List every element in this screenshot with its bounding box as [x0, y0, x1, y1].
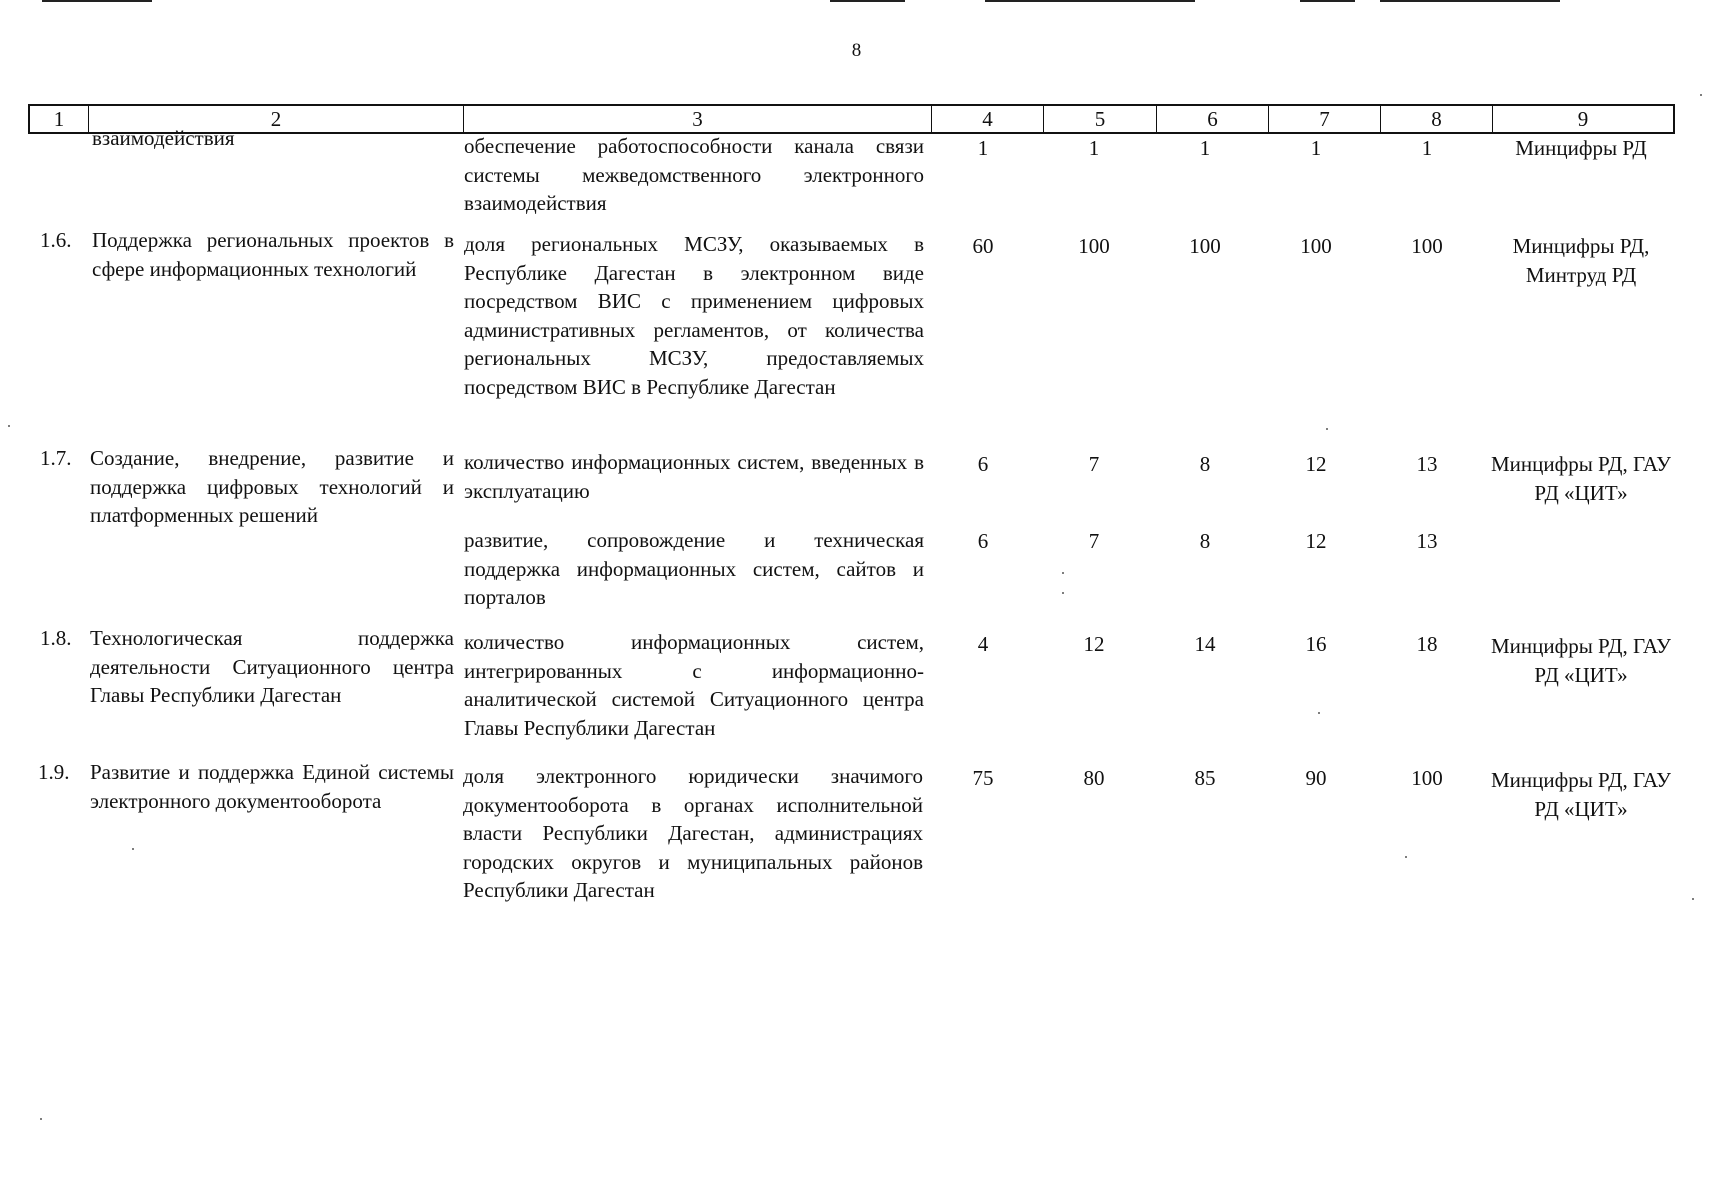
value-cell: 100 [1189, 234, 1221, 258]
indicator-text: обеспечение работоспособности канала связи системы межведомственного электронного взаимодействия [464, 134, 924, 215]
row-number: 1.9. [38, 760, 70, 784]
executor-cell: Минцифры РД, Минтруд РД [1512, 234, 1650, 287]
value-cell: 13 [1416, 452, 1438, 476]
measure-name: Создание, внедрение, развитие и поддержка цифровых технологий и платформенных решений [90, 446, 454, 527]
value-cell: 6 [977, 452, 989, 476]
scan-top-rule [985, 0, 1195, 2]
indicator-text: развитие, сопровождение и техническая поддержка информационных систем, сайтов и порталов [464, 528, 924, 609]
header-col-7: 7 [1269, 106, 1381, 132]
executor-cell: Минцифры РД [1515, 136, 1647, 160]
value-cell: 12 [1083, 632, 1105, 656]
scan-speck [1062, 592, 1064, 594]
executor-cell: Минцифры РД, ГАУ РД «ЦИТ» [1490, 768, 1672, 821]
value-cell: 13 [1416, 529, 1438, 553]
page-number: 8 [851, 40, 862, 61]
value-cell: 8 [1199, 452, 1211, 476]
value-cell: 100 [1300, 234, 1332, 258]
header-col-9: 9 [1577, 107, 1589, 131]
scan-top-rule [42, 0, 152, 2]
header-col-8: 8 [1381, 106, 1493, 132]
value-cell: 100 [1411, 234, 1443, 258]
scan-top-rule [1380, 0, 1560, 2]
header-col-6: 6 [1157, 106, 1269, 132]
scan-speck [1326, 428, 1328, 430]
scan-speck [132, 848, 134, 850]
scan-speck [1405, 856, 1407, 858]
header-col-2: 2 [89, 106, 464, 132]
indicator-text: количество информационных систем, интегрированных с информационно-аналитической системой Ситуационного центра Главы Республики Дагестан [464, 630, 924, 740]
value-cell: 8 [1199, 529, 1211, 553]
indicator-text: доля региональных МСЗУ, оказываемых в Республике Дагестан в электронном виде посредством ВИС с применением цифровых административных регламентов, от количества региональных МСЗУ, предоставляемых посредством ВИС в Республике Дагестан [464, 232, 924, 399]
scan-speck [40, 1118, 42, 1120]
value-cell: 90 [1305, 766, 1327, 790]
value-cell: 100 [1411, 766, 1443, 790]
row-number: 1.8. [40, 626, 72, 650]
value-cell: 1 [1199, 136, 1211, 160]
value-cell: 1 [977, 136, 989, 160]
indicator-text: доля электронного юридически значимого документооборота в органах исполнительной власти Республики Дагестан, администрациях городских округов и муниципальных районов Республики Дагестан [463, 764, 923, 902]
header-col-3: 3 [464, 106, 932, 132]
scan-speck [1700, 94, 1702, 96]
value-cell: 16 [1305, 632, 1327, 656]
value-cell: 85 [1194, 766, 1216, 790]
value-cell: 60 [972, 234, 994, 258]
value-cell: 100 [1078, 234, 1110, 258]
header-col-5: 5 [1044, 106, 1157, 132]
value-cell: 14 [1194, 632, 1216, 656]
value-cell: 80 [1083, 766, 1105, 790]
scan-top-rule [830, 0, 905, 2]
scan-top-rule [1300, 0, 1355, 2]
value-cell: 1 [1310, 136, 1322, 160]
scan-speck [1692, 898, 1694, 900]
executor-cell: Минцифры РД, ГАУ РД «ЦИТ» [1490, 634, 1672, 687]
scan-speck [1062, 572, 1064, 574]
executor-cell: Минцифры РД, ГАУ РД «ЦИТ» [1490, 452, 1672, 505]
value-cell: 7 [1088, 529, 1100, 553]
value-cell: 1 [1421, 136, 1433, 160]
header-col-4: 4 [932, 106, 1044, 132]
value-cell: 7 [1088, 452, 1100, 476]
measure-name: Развитие и поддержка Единой системы электронного документооборота [90, 760, 454, 813]
row-number: 1.7. [40, 446, 72, 470]
measure-name: взаимодействия [92, 126, 235, 150]
value-cell: 12 [1305, 452, 1327, 476]
value-cell: 1 [1088, 136, 1100, 160]
measure-name: Поддержка региональных проектов в сфере информационных технологий [92, 228, 454, 281]
row-number: 1.6. [40, 228, 72, 252]
indicator-text: количество информационных систем, введенных в эксплуатацию [464, 450, 924, 503]
header-col-1: 1 [30, 106, 89, 132]
scan-speck [1318, 712, 1320, 714]
value-cell: 4 [977, 632, 989, 656]
value-cell: 12 [1305, 529, 1327, 553]
value-cell: 75 [972, 766, 994, 790]
measure-name: Технологическая поддержка деятельности Ситуационного центра Главы Республики Дагестан [90, 626, 454, 707]
value-cell: 18 [1416, 632, 1438, 656]
value-cell: 6 [977, 529, 989, 553]
scan-speck [8, 425, 10, 427]
